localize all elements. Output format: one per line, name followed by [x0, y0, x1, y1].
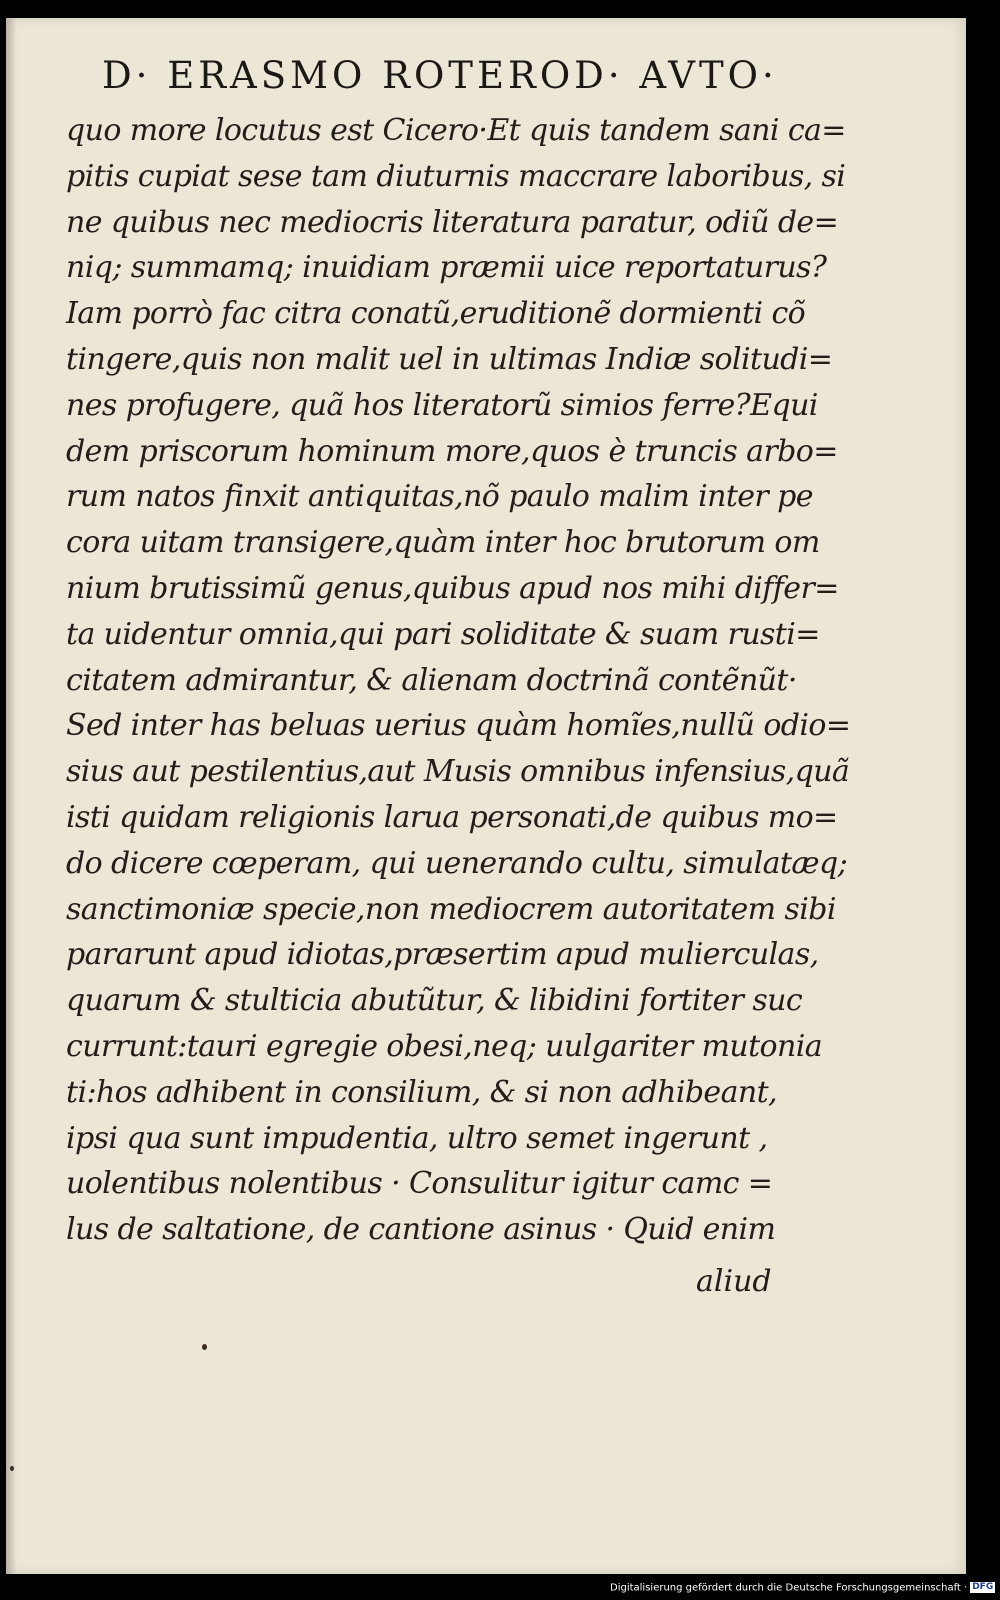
- text-line: quo more locutus est Cicero·Et quis tandem sani ca=: [66, 113, 846, 148]
- gutter-shadow: [6, 18, 16, 1574]
- text-line: ti:hos adhibent in consilium, & si non adhibeant,: [66, 1074, 777, 1110]
- text-line: sius aut pestilentius,aut Musis omnibus infensius,quã: [66, 754, 850, 790]
- ink-speck: [202, 1344, 207, 1350]
- text-line: dem priscorum hominum more,quos è truncis arbo=: [66, 433, 838, 469]
- text-line: citatem admirantur, & alienam doctrinã contẽnũt·: [66, 662, 797, 698]
- text-line: lus de saltatione, de cantione asinus · Quid enim: [66, 1212, 776, 1248]
- text-line: currunt:tauri egregie obesi,neq; uulgariter mutonia: [66, 1028, 822, 1064]
- text-line: cora uitam transigere,quàm inter hoc brutorum om: [66, 525, 820, 561]
- text-line: nes profugere, quã hos literatorũ simios ferre?Equi: [66, 387, 818, 423]
- ink-speck: [10, 1466, 14, 1471]
- text-line: pararunt apud idiotas,præsertim apud mulierculas,: [66, 937, 819, 973]
- text-line: ne quibus nec mediocris literatura paratur, odiũ de=: [66, 204, 839, 240]
- book-page: [6, 18, 966, 1574]
- text-line: pitis cupiat sese tam diuturnis maccrare laboribus, si: [66, 158, 846, 194]
- body-text: [66, 108, 851, 1253]
- running-head: D· ERASMO ROTEROD· AVTO·: [102, 54, 778, 97]
- text-line: niq; summamq; inuidiam præmii uice reportaturus?: [66, 250, 827, 286]
- text-line: rum natos finxit antiquitas,nõ paulo malim inter pe: [66, 479, 813, 515]
- text-line: ipsi qua sunt impudentia, ultro semet ingerunt ,: [66, 1120, 768, 1156]
- digitization-credit: [610, 1582, 995, 1594]
- text-line: Iam porrò fac citra conatũ,eruditionẽ dormienti cõ: [66, 296, 806, 332]
- text-line: ta uidentur omnia,qui pari soliditate & suam rusti=: [66, 616, 820, 652]
- text-line: tingere,quis non malit uel in ultimas Indiæ solitudi=: [66, 341, 833, 377]
- dfg-logo-icon: DFG: [972, 1582, 994, 1592]
- text-line: quarum & stulticia abutũtur, & libidini fortiter suc: [66, 983, 803, 1019]
- credit-text: Digitalisierung gefördert durch die Deutsche Forschungsgemeinschaft ·: [610, 1582, 968, 1594]
- text-line: Sed inter has beluas uerius quàm homĩes,nullũ odio=: [66, 708, 851, 744]
- text-line: isti quidam religionis larua personati,de quibus mo=: [66, 799, 838, 835]
- text-line: do dicere cœperam, qui uenerando cultu, simulatæq;: [66, 845, 848, 881]
- text-line: sanctimoniæ specie,non mediocrem autoritatem sibi: [66, 891, 836, 927]
- catchword: aliud: [696, 1264, 772, 1299]
- text-line: nium brutissimũ genus,quibus apud nos mihi differ=: [66, 570, 839, 606]
- text-line: uolentibus nolentibus · Consulitur igitur camc =: [66, 1166, 773, 1202]
